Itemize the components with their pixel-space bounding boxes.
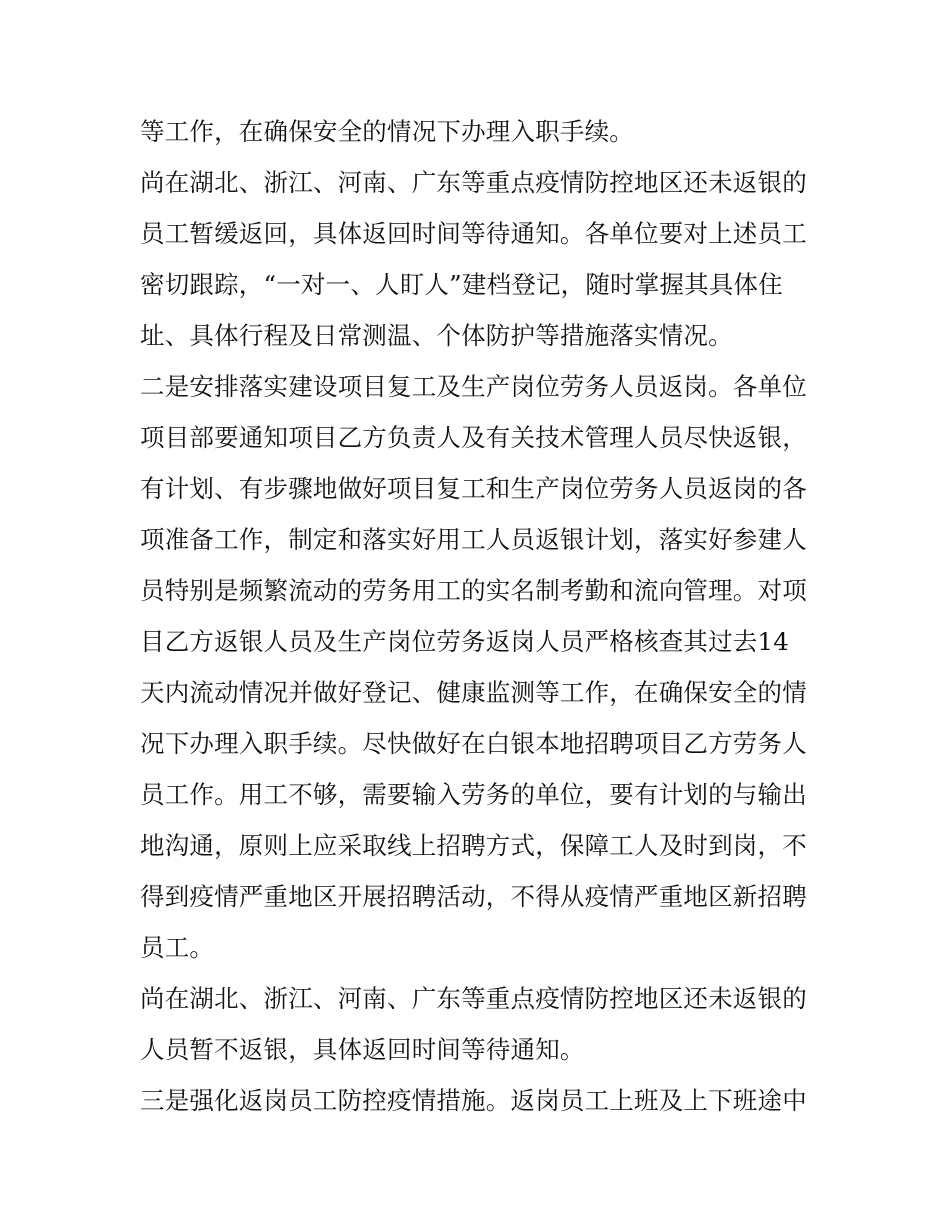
text-line: 等工作，在确保安全的情况下办理入职手续。 bbox=[140, 117, 634, 146]
document-body bbox=[140, 106, 830, 1126]
text-line: 有计划、有步骤地做好项目复工和生产岗位劳务人员返岗的各 bbox=[140, 474, 807, 503]
text-line: 员特别是频繁流动的劳务用工的实名制考勤和流向管理。对项 bbox=[140, 576, 807, 605]
text-line: 项准备工作，制定和落实好用工人员返银计划，落实好参建人 bbox=[140, 525, 807, 554]
text-line: 二是安排落实建设项目复工及生产岗位劳务人员返岗。各单位 bbox=[140, 372, 807, 401]
text-line: 项目部要通知项目乙方负责人及有关技术管理人员尽快返银， bbox=[140, 423, 807, 452]
text-line: 得到疫情严重地区开展招聘活动，不得从疫情严重地区新招聘 bbox=[140, 882, 807, 911]
text-line: 员工暂缓返回，具体返回时间等待通知。各单位要对上述员工 bbox=[140, 219, 807, 248]
text-line: 三是强化返岗员工防控疫情措施。返岗员工上班及上下班途中 bbox=[140, 1086, 807, 1115]
text-line: 员工作。用工不够，需要输入劳务的单位，要有计划的与输出 bbox=[140, 780, 807, 809]
text-line: 人员暂不返银，具体返回时间等待通知。 bbox=[140, 1035, 585, 1064]
text-line: 天内流动情况并做好登记、健康监测等工作，在确保安全的情 bbox=[140, 678, 807, 707]
text-line: 员工。 bbox=[140, 933, 215, 962]
text-line: 地沟通，原则上应采取线上招聘方式，保障工人及时到岗，不 bbox=[140, 831, 807, 860]
text-line: 目乙方返银人员及生产岗位劳务返岗人员严格核查其过去14 bbox=[140, 627, 790, 656]
text-line: 址、具体行程及日常测温、个体防护等措施落实情况。 bbox=[140, 321, 733, 350]
text-line: 况下办理入职手续。尽快做好在白银本地招聘项目乙方劳务人 bbox=[140, 729, 807, 758]
text-line: 密切跟踪，“一对一、人盯人”建档登记，随时掌握其具体住 bbox=[140, 270, 783, 299]
text-line: 尚在湖北、浙江、河南、广东等重点疫情防控地区还未返银的 bbox=[140, 168, 807, 197]
text-line: 尚在湖北、浙江、河南、广东等重点疫情防控地区还未返银的 bbox=[140, 984, 807, 1013]
